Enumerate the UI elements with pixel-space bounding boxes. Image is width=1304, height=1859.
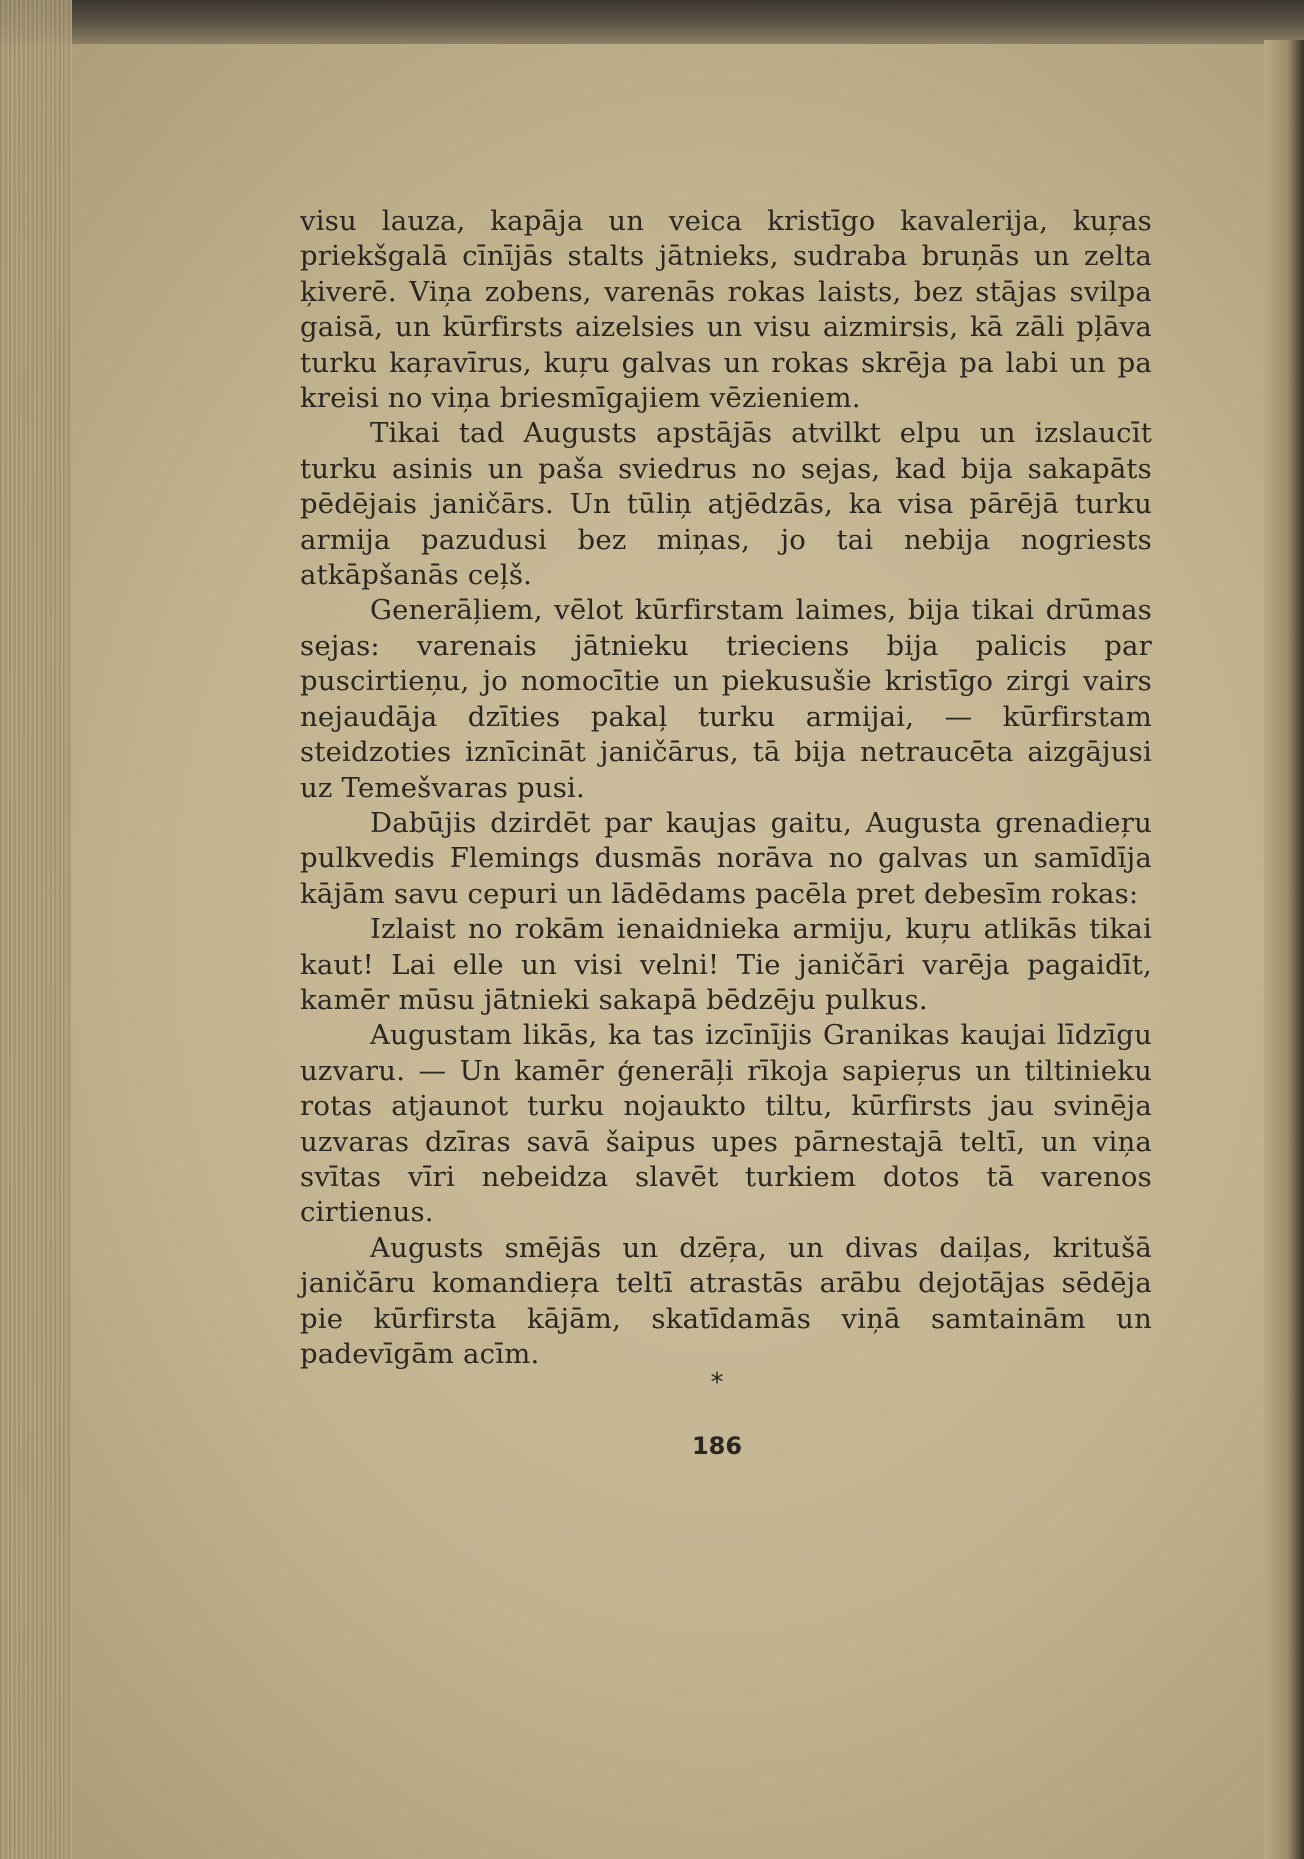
section-ornament: * (710, 1368, 724, 1398)
page-top-edge (0, 0, 1304, 44)
paragraph-6: Augustam likās, ka tas izcīnījis Granikas kaujai līdzīgu uzvaru. — Un kamēr ģenerāļi rīkoja sapieŗus un tiltinieku rotas atjaunot turku nojaukto tiltu, kūrfirsts jau svinēja uzvaras dzīras savā šaipus upes pārnestajā teltī, un viņa svītas vīri nebeidza slavēt turkiem dotos tā varenos cirtienus. (300, 1019, 1152, 1229)
paragraph-1: visu lauza, kapāja un veica kristīgo kavalerija, kuŗas priekšgalā cīnījās stalts jātnieks, sudraba bruņās un zelta ķiverē. Viņa zobens, varenās rokas laists, bez stājas svilpa gaisā, un kūrfirsts aizelsies un visu aizmirsis, kā zāli pļāva turku kaŗavīrus, kuŗu galvas un rokas skrēja pa labi un pa kreisi no viņa briesmīgajiem vēzieniem. (300, 205, 1152, 415)
paragraph-7: Augusts smējās un dzēŗa, un divas daiļas, kritušā janičāru komandieŗa teltī atrastās arābu dejotājas sēdēja pie kūrfirsta kājām, skatīdamās viņā samtainām un padevīgām acīm. (300, 1231, 1152, 1370)
page-left-edge (0, 0, 72, 1859)
body-text (300, 204, 1152, 1372)
paragraph-3: Generāļiem, vēlot kūrfirstam laimes, bija tikai drūmas sejas: varenais jātnieku trieciens bija palicis par puscirtieņu, jo nomocītie un piekusušie kristīgo zirgi vairs nejaudāja dzīties pakaļ turku armijai, — kūrfirstam steidzoties iznīcināt janičārus, tā bija netraucēta aizgājusi uz Temešvaras pusi. (300, 594, 1152, 804)
paragraph-5: Izlaist no rokām ienaidnieka armiju, kuŗu atlikās tikai kaut! Lai elle un visi velni! Tie janičāri varēja pagaidīt, kamēr mūsu jātnieki sakapā bēdzēju pulkus. (300, 913, 1152, 1016)
paragraph-4: Dabūjis dzirdēt par kaujas gaitu, Augusta grenadieŗu pulkvedis Flemings dusmās norāva no galvas un samīdīja kājām savu cepuri un lādēdams pacēla pret debesīm rokas: (300, 806, 1152, 910)
paragraph-2: Tikai tad Augusts apstājās atvilkt elpu un izslaucīt turku asinis un paša sviedrus no sejas, kad bija sakapāts pēdējais janičārs. Un tūliņ atjēdzās, ka visa pārējā turku armija pazudusi bez miņas, jo tai nebija nogriests atkāpšanās ceļš. (300, 417, 1152, 592)
page-number: 186 (691, 1432, 743, 1460)
page-right-edge (1264, 40, 1304, 1859)
